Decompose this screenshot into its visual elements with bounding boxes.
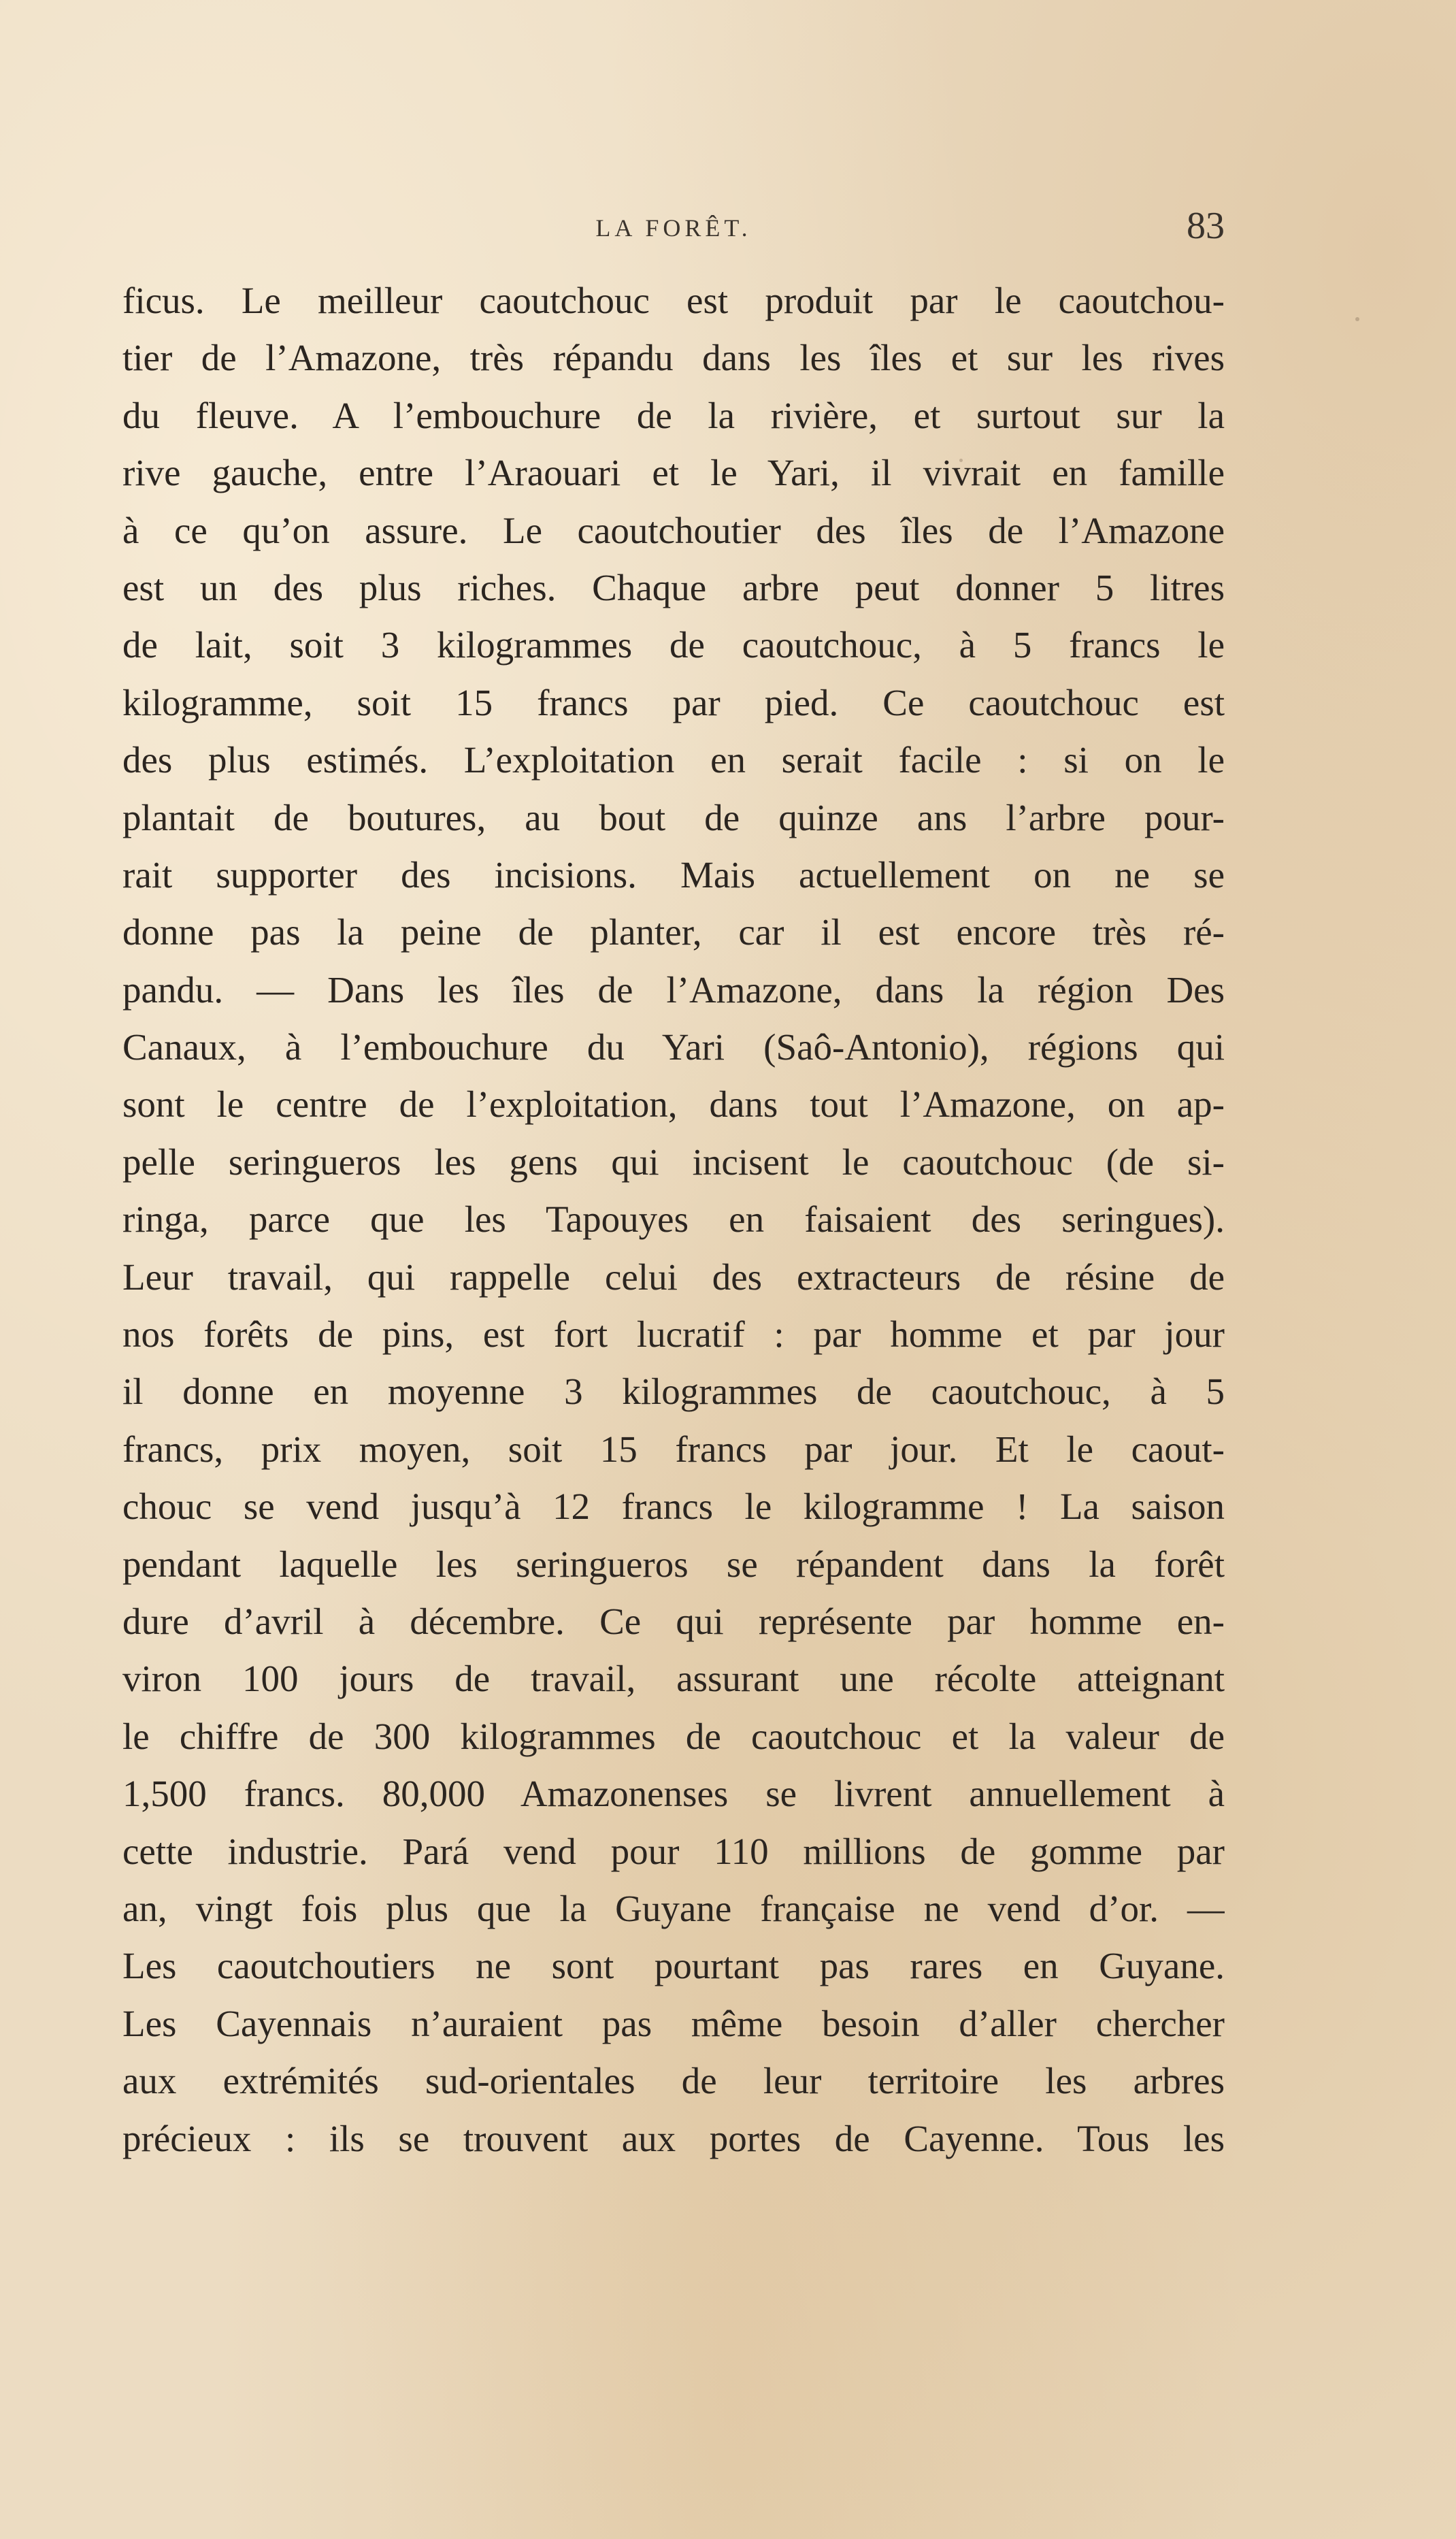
text-line: Les Cayennais n’auraient pas même besoin d’aller chercher bbox=[122, 2002, 1225, 2044]
text-line: est un des plus riches. Chaque arbre peut donner 5 litres bbox=[122, 566, 1225, 608]
text-line: précieux : ils se trouvent aux portes de Cayenne. Tous les bbox=[122, 2117, 1225, 2159]
text-line: an, vingt fois plus que la Guyane française ne vend d’or. — bbox=[122, 1887, 1225, 1929]
text-line: francs, prix moyen, soit 15 francs par jour. Et le caout- bbox=[122, 1428, 1225, 1470]
text-line: Leur travail, qui rappelle celui des extracteurs de résine de bbox=[122, 1256, 1225, 1298]
text-line: des plus estimés. L’exploitation en serait facile : si on le bbox=[122, 739, 1225, 781]
text-line: viron 100 jours de travail, assurant une récolte atteignant bbox=[122, 1658, 1225, 1700]
page-number: 83 bbox=[1187, 205, 1225, 247]
text-line: nos forêts de pins, est fort lucratif : par homme et par jour bbox=[122, 1313, 1225, 1356]
text-line: de lait, soit 3 kilogrammes de caoutchouc, à 5 francs le bbox=[122, 624, 1225, 666]
running-head bbox=[122, 204, 1225, 259]
text-line: Canaux, à l’embouchure du Yari (Saô-Antonio), régions qui bbox=[122, 1026, 1225, 1068]
text-line: ficus. Le meilleur caoutchouc est produit par le caoutchou- bbox=[122, 280, 1225, 321]
text-line: il donne en moyenne 3 kilogrammes de caoutchouc, à 5 bbox=[122, 1371, 1225, 1413]
text-line: du fleuve. A l’embouchure de la rivière, et surtout sur la bbox=[122, 394, 1225, 436]
text-line: 1,500 francs. 80,000 Amazonenses se livrent annuellement à bbox=[122, 1773, 1225, 1815]
text-line: sont le centre de l’exploitation, dans tout l’Amazone, on ap- bbox=[122, 1083, 1225, 1126]
text-line: à ce qu’on assure. Le caoutchoutier des îles de l’Amazone bbox=[122, 509, 1225, 551]
text-line: pelle seringueros les gens qui incisent le caoutchouc (de si- bbox=[122, 1141, 1225, 1183]
text-line: chouc se vend jusqu’à 12 francs le kilogramme ! La saison bbox=[122, 1486, 1225, 1528]
text-line: kilogramme, soit 15 francs par pied. Ce caoutchouc est bbox=[122, 681, 1225, 723]
text-line: rive gauche, entre l’Araouari et le Yari, il vivrait en famille bbox=[122, 452, 1225, 494]
text-line: pendant laquelle les seringueros se répandent dans la forêt bbox=[122, 1543, 1225, 1585]
text-line: rait supporter des incisions. Mais actuellement on ne se bbox=[122, 853, 1225, 896]
text-line: ringa, parce que les Tapouyes en faisaient des seringues). bbox=[122, 1198, 1225, 1241]
body-text bbox=[122, 272, 1225, 2167]
text-line: le chiffre de 300 kilogrammes de caoutchouc et la valeur de bbox=[122, 1715, 1225, 1757]
text-line: cette industrie. Pará vend pour 110 millions de gomme par bbox=[122, 1830, 1225, 1872]
text-line: plantait de boutures, au bout de quinze ans l’arbre pour- bbox=[122, 796, 1225, 838]
text-line: donne pas la peine de planter, car il est encore très ré- bbox=[122, 911, 1225, 953]
text-line: Les caoutchoutiers ne sont pourtant pas rares en Guyane. bbox=[122, 1945, 1225, 1987]
running-title: LA FORÊT. bbox=[595, 214, 752, 242]
text-line: dure d’avril à décembre. Ce qui représente par homme en- bbox=[122, 1600, 1225, 1642]
text-line: pandu. — Dans les îles de l’Amazone, dans la région Des bbox=[122, 968, 1225, 1011]
text-line: tier de l’Amazone, très répandu dans les îles et sur les rives bbox=[122, 337, 1225, 379]
paper-speck bbox=[1355, 317, 1359, 321]
text-line: aux extrémités sud-orientales de leur territoire les arbres bbox=[122, 2060, 1225, 2102]
